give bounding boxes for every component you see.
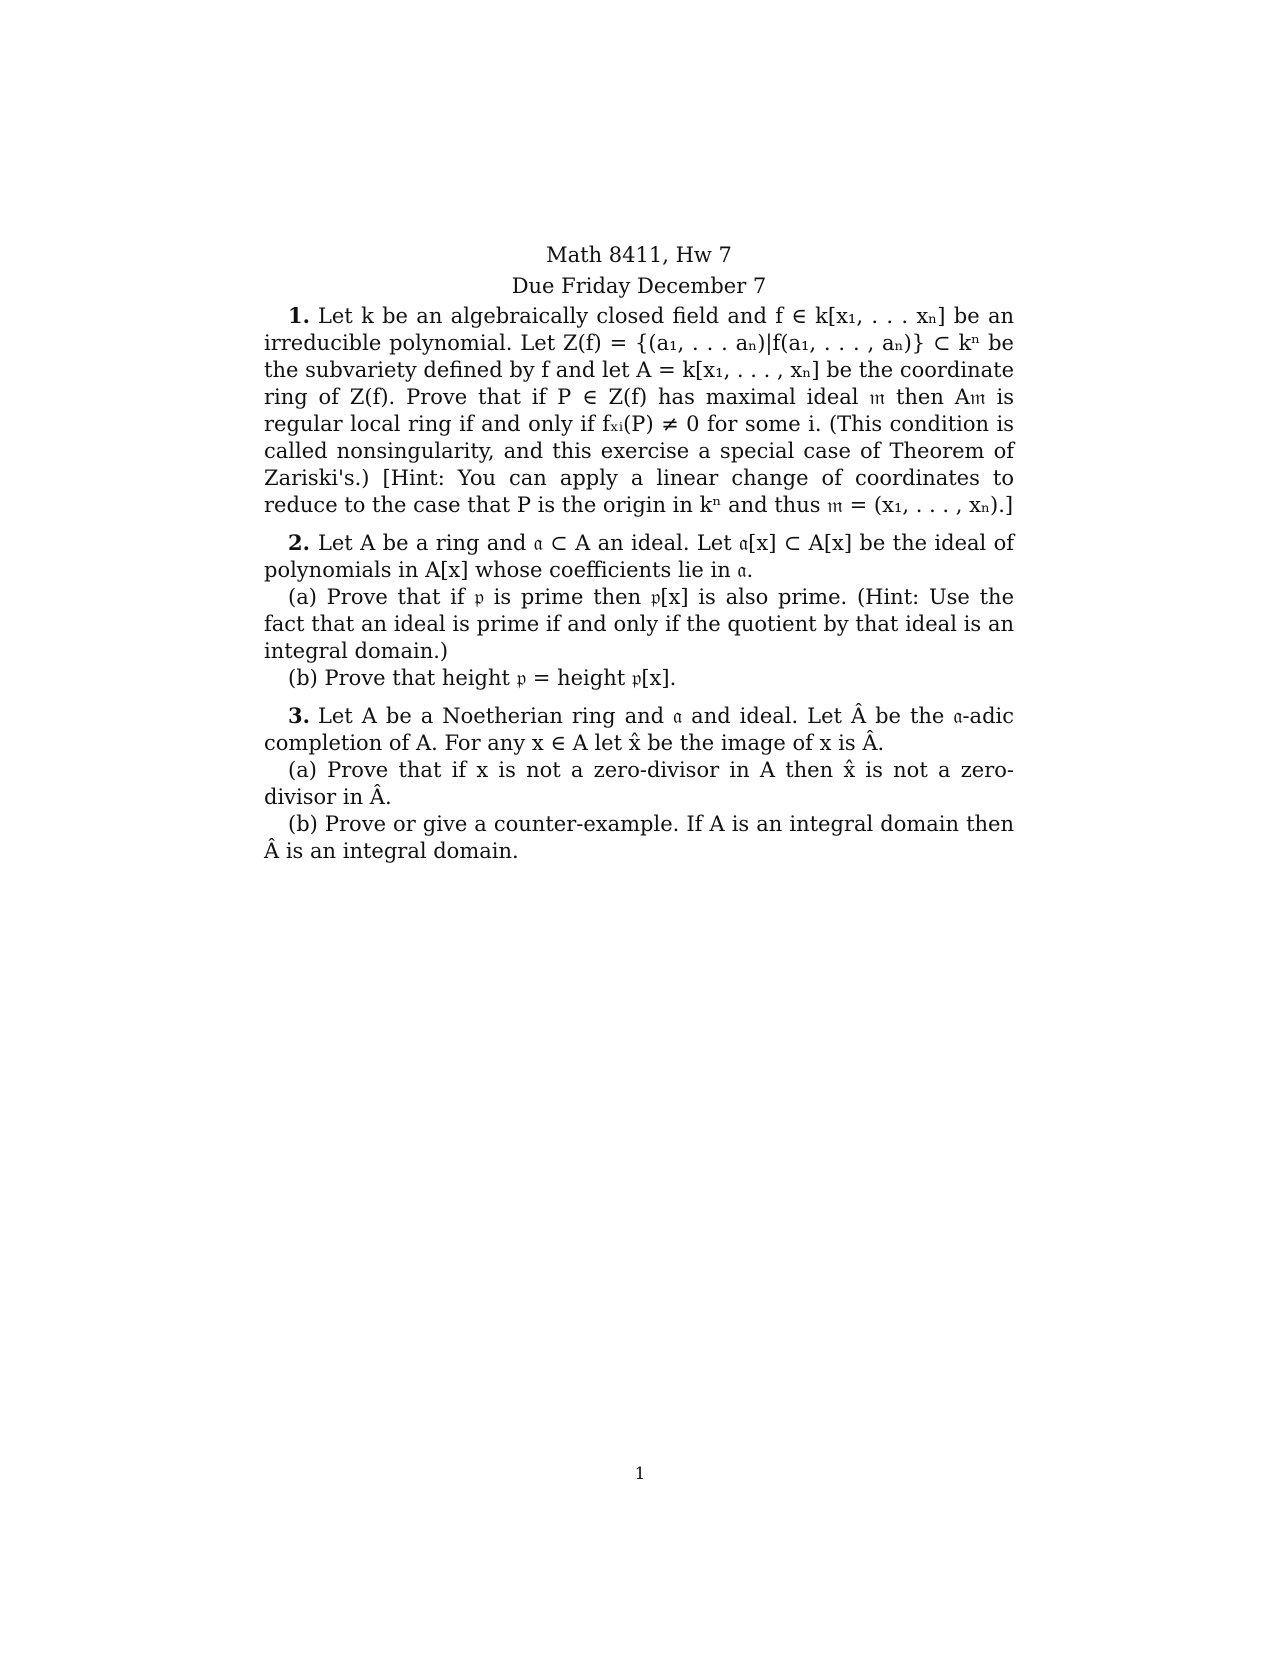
problem-3: [264, 702, 1014, 757]
problem-3-block: [264, 702, 1014, 865]
problem-2-part-a: (a) Prove that if 𝔭 is prime then 𝔭[x] is also prime. (Hint: Use the fact that an ideal is prime if and only if the quotient by that ideal is an integral domain.): [264, 585, 1014, 663]
problem-text: Let A be a Noetherian ring and 𝔞 and ideal. Let Â be the 𝔞-adic completion of A. For any x ∈ A let x̂ be the image of x is Â.: [264, 704, 1014, 755]
problem-2: [264, 529, 1014, 584]
problem-1: [264, 302, 1014, 519]
problem-number: 3.: [288, 703, 310, 728]
title-block: [264, 240, 1014, 302]
problem-2-block: [264, 529, 1014, 692]
problem-number: 2.: [288, 530, 310, 555]
problem-3-part-b: (b) Prove or give a counter-example. If A is an integral domain then Â is an integral domain.: [264, 812, 1014, 863]
page-number: 1: [634, 1464, 646, 1484]
problem-number: 1.: [288, 303, 310, 328]
course-title: Math 8411, Hw 7: [546, 243, 732, 267]
problem-text: Let k be an algebraically closed field and f ∈ k[x₁, . . . xₙ] be an irreducible polynomial. Let Z(f) = {(a₁, . . . aₙ)|f(a₁, . . . , aₙ)} ⊂ kⁿ be the subvariety defined by f and let A = k[x₁, . . . , xₙ] be the coordinate ring of Z(f). Prove that if P ∈ Z(f) has maximal ideal 𝔪 then A𝔪 is regular local ring if and only if fₓᵢ(P) ≠ 0 for some i. (This condition is called nonsingularity, and this exercise a special case of Theorem of Zariski's.) [Hint: You can apply a linear change of coordinates to reduce to the case that P is the origin in kⁿ and thus 𝔪 = (x₁, . . . , xₙ).]: [264, 304, 1014, 517]
problem-2-part-b: (b) Prove that height 𝔭 = height 𝔭[x].: [288, 666, 677, 690]
problem-3-part-a: (a) Prove that if x is not a zero-divisor in A then x̂ is not a zero-divisor in Â.: [264, 758, 1014, 809]
problem-text: Let A be a ring and 𝔞 ⊂ A an ideal. Let 𝔞[x] ⊂ A[x] be the ideal of polynomials in A[x] whose coefficients lie in 𝔞.: [264, 531, 1014, 582]
due-date: Due Friday December 7: [511, 274, 767, 298]
document-page: [264, 240, 1014, 865]
